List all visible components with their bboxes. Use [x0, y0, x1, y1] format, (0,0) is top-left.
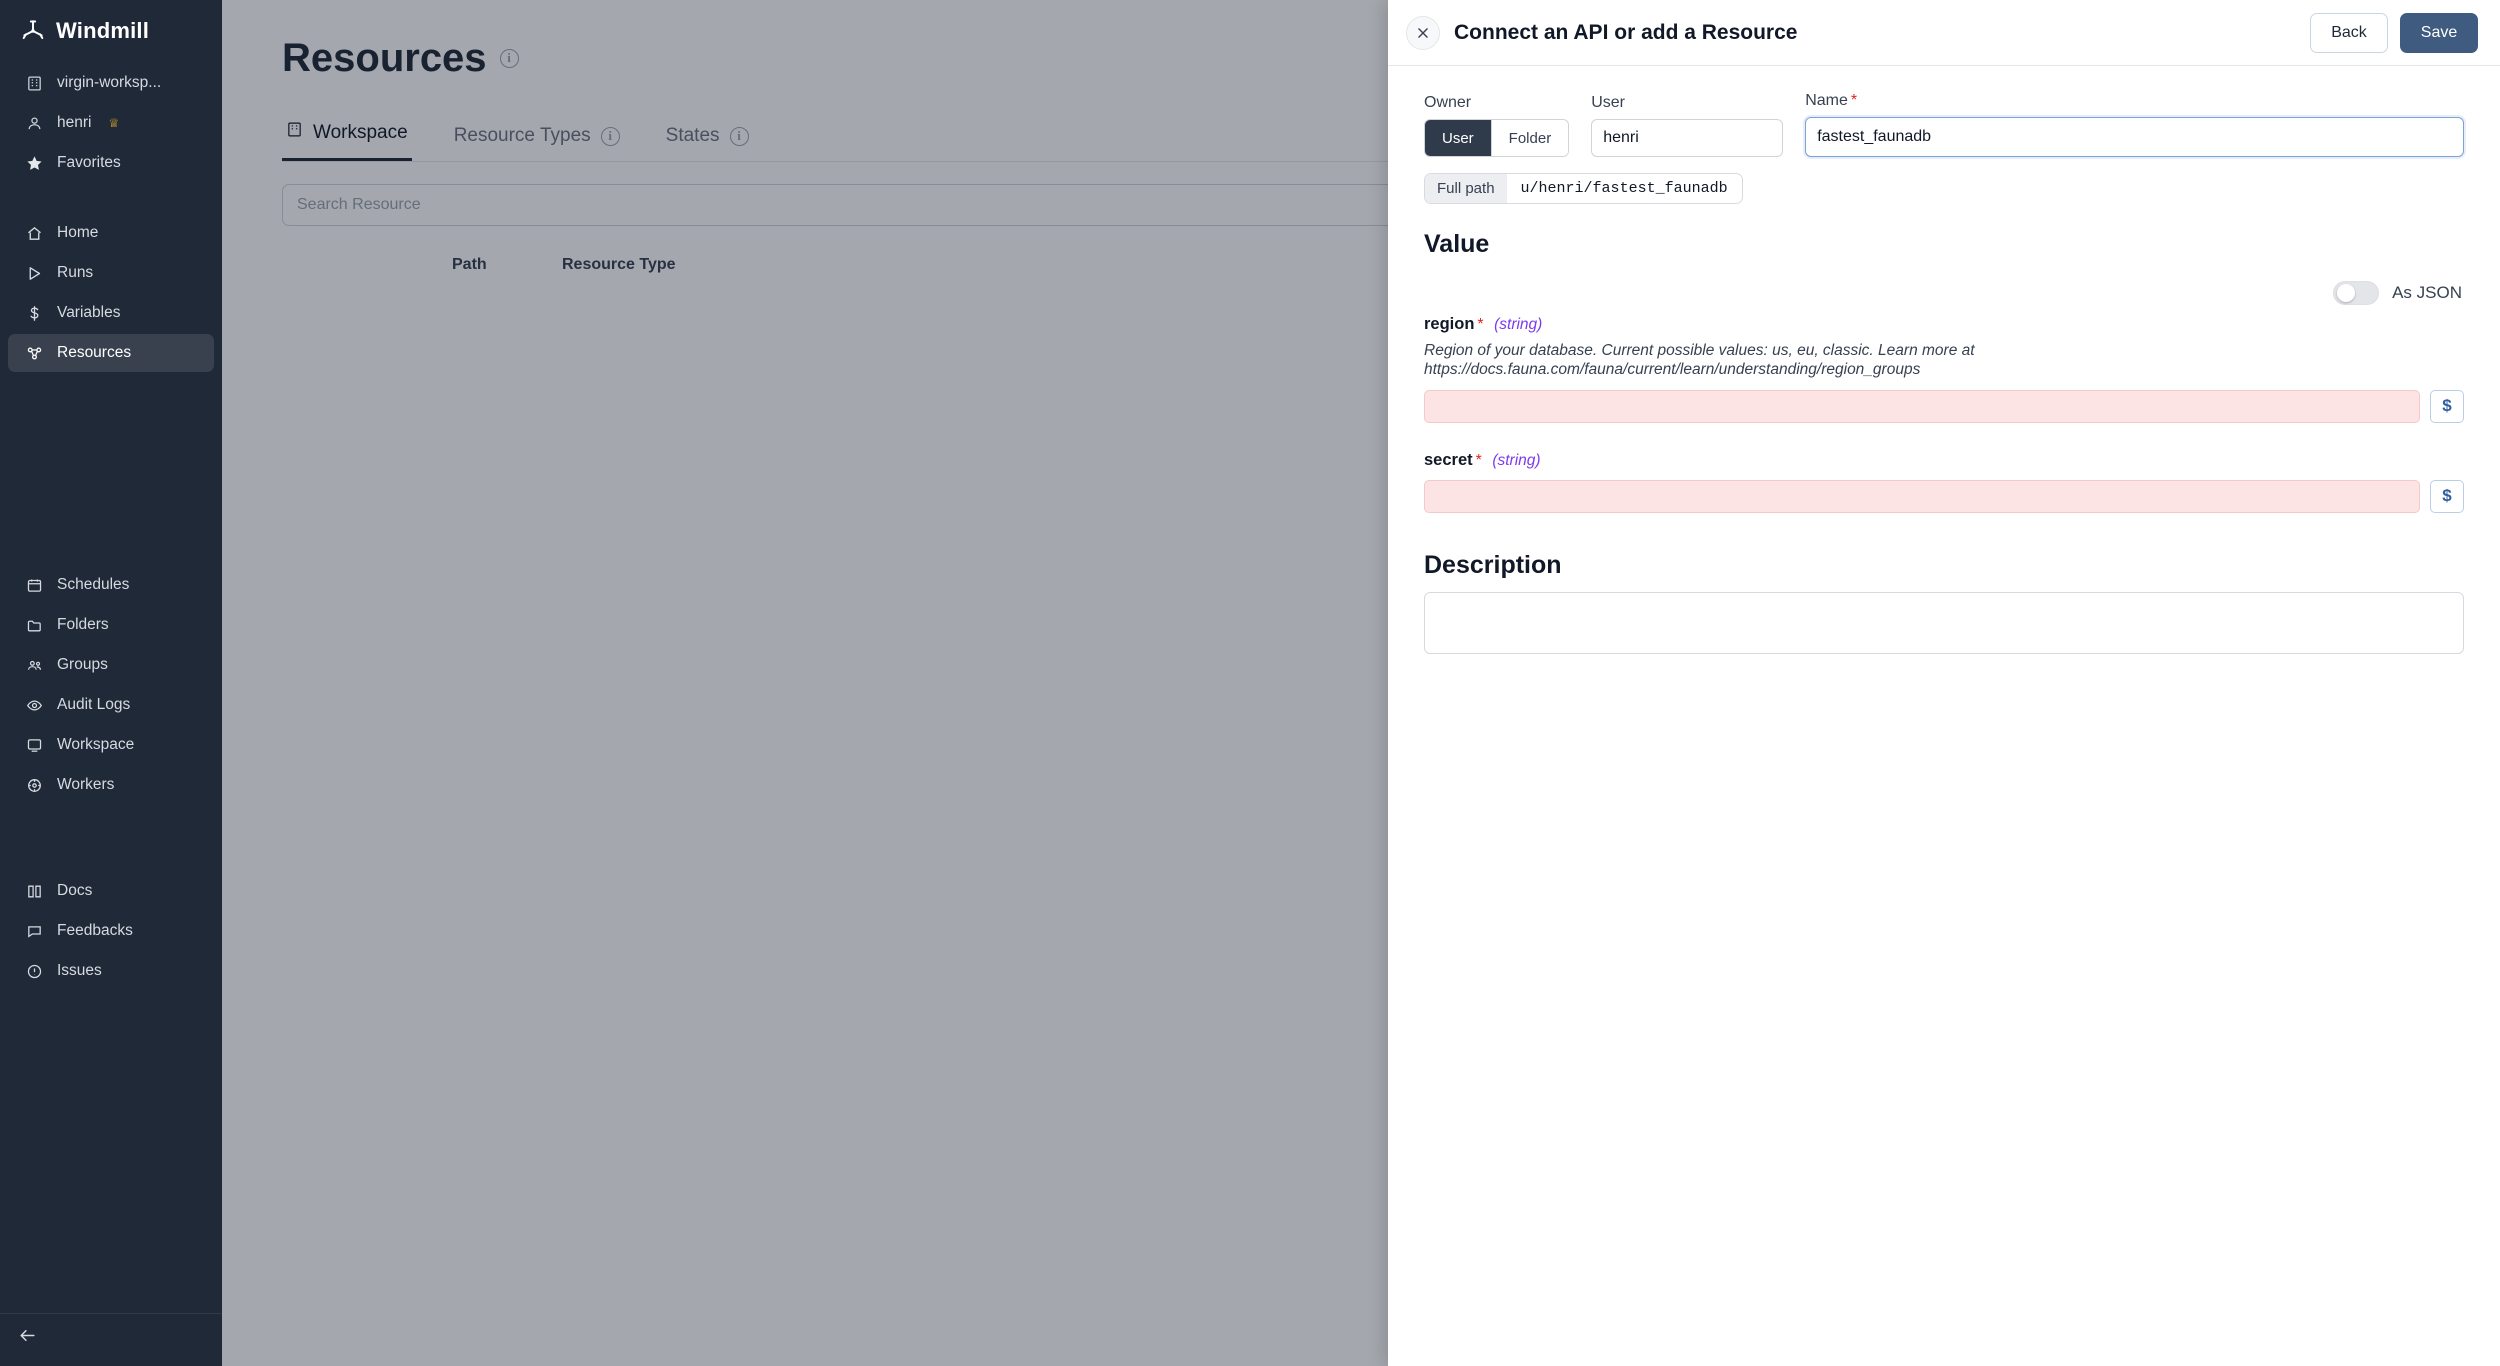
sidebar-flex-gap [0, 998, 222, 1313]
sidebar-item-label: Audit Logs [57, 696, 131, 713]
owner-label: Owner [1424, 94, 1472, 111]
sidebar-section-admin [0, 564, 222, 806]
sidebar-item-home[interactable] [8, 214, 214, 252]
sidebar-item-issues[interactable] [8, 952, 214, 990]
drawer-body [1388, 66, 2500, 1366]
name-field [1805, 92, 2464, 157]
user-label: User [1591, 94, 1625, 111]
sidebar-item-groups[interactable] [8, 646, 214, 684]
property-header [1424, 451, 2464, 470]
property-region [1424, 315, 2464, 423]
sidebar-item-docs[interactable] [8, 872, 214, 910]
column-header-resource-type: Resource Type [562, 256, 676, 273]
eye-icon [24, 695, 44, 715]
sidebar-item-label: Home [57, 224, 99, 241]
back-button[interactable]: Back [2310, 13, 2388, 53]
issues-icon [24, 961, 44, 981]
sidebar-item-runs[interactable] [8, 254, 214, 292]
drawer-title: Connect an API or add a Resource [1454, 20, 1798, 44]
info-icon[interactable]: i [730, 127, 749, 146]
sidebar-item-label: Issues [57, 962, 102, 979]
full-path-label: Full path [1425, 174, 1507, 203]
save-button[interactable]: Save [2400, 13, 2478, 53]
brand-name: Windmill [56, 18, 150, 43]
sidebar-item-label: Runs [57, 264, 94, 281]
owner-option-folder[interactable]: Folder [1491, 120, 1569, 156]
sidebar-item-label: Resources [57, 344, 132, 361]
folder-icon [24, 615, 44, 635]
property-secret [1424, 451, 2464, 513]
property-input-row [1424, 480, 2464, 513]
property-type: (string) [1492, 451, 1541, 469]
sidebar-item-schedules[interactable] [8, 566, 214, 604]
calendar-icon [24, 575, 44, 595]
sidebar-top-block [0, 60, 222, 190]
sidebar-item-variables[interactable] [8, 294, 214, 332]
play-icon [24, 263, 44, 283]
workspace-name: virgin-worksp... [57, 74, 162, 91]
sidebar-item-workers[interactable] [8, 766, 214, 804]
windmill-logo-icon [20, 18, 46, 44]
user-field [1591, 94, 1783, 157]
region-input[interactable] [1424, 390, 2420, 423]
sidebar-item-user[interactable] [8, 104, 214, 142]
tab-label: States [665, 125, 720, 146]
sidebar-item-workspace-selector[interactable] [8, 64, 214, 102]
sidebar-item-resources[interactable] [8, 334, 214, 372]
full-path-row [1424, 173, 2464, 204]
sidebar-item-workspace[interactable] [8, 726, 214, 764]
sidebar [0, 0, 222, 1366]
column-header-path: Path [452, 256, 487, 273]
owner-option-user[interactable]: User [1425, 120, 1491, 156]
property-header [1424, 315, 2464, 334]
toggle-knob [2337, 284, 2355, 302]
resources-icon [24, 343, 44, 363]
sidebar-item-label: Folders [57, 616, 109, 633]
crown-icon: ♕ [108, 116, 120, 130]
property-type: (string) [1494, 316, 1543, 333]
info-icon[interactable]: i [500, 49, 519, 68]
resource-drawer [1388, 0, 2500, 1366]
property-input-row [1424, 390, 2464, 423]
identity-fields [1424, 92, 2464, 157]
property-description: Region of your database. Current possible values: us, eu, classic. Learn more at https://docs.fauna.com/fauna/current/learn/understanding/region_groups [1424, 342, 1975, 379]
building-icon [24, 73, 44, 93]
as-json-row [1424, 281, 2464, 305]
info-icon[interactable]: i [601, 127, 620, 146]
property-name: secret [1424, 450, 1473, 469]
owner-field [1424, 94, 1569, 157]
sidebar-collapse-button[interactable] [0, 1313, 222, 1366]
sidebar-item-label: Workers [57, 776, 115, 793]
user-icon [24, 113, 44, 133]
required-marker: * [1477, 316, 1484, 333]
name-input[interactable] [1805, 117, 2464, 157]
sidebar-spacer [0, 374, 222, 564]
property-name: region [1424, 315, 1475, 333]
arrow-left-icon [18, 1326, 37, 1350]
page-title: Resources [282, 36, 487, 80]
home-icon [24, 223, 44, 243]
required-marker: * [1475, 451, 1482, 469]
variable-picker-button[interactable]: $ [2430, 390, 2464, 423]
sidebar-item-audit-logs[interactable] [8, 686, 214, 724]
sidebar-item-label: Docs [57, 882, 93, 899]
as-json-label: As JSON [2392, 283, 2462, 302]
tab-label: Resource Types [453, 125, 591, 146]
user-name: henri [57, 114, 92, 131]
workers-icon [24, 775, 44, 795]
sidebar-item-label: Workspace [57, 736, 135, 753]
required-marker: * [1850, 92, 1858, 109]
star-icon [24, 153, 44, 173]
tab-label: Workspace [313, 121, 408, 143]
groups-icon [24, 655, 44, 675]
value-section-title: Value [1424, 230, 1490, 258]
sidebar-section-main [0, 212, 222, 374]
main-content [222, 0, 2500, 1366]
workspace-icon [24, 735, 44, 755]
sidebar-item-favorites[interactable] [8, 144, 214, 182]
sidebar-spacer-2 [0, 806, 222, 870]
owner-segmented-control [1424, 119, 1569, 157]
sidebar-item-label: Favorites [57, 154, 121, 171]
book-icon [24, 881, 44, 901]
message-icon [24, 921, 44, 941]
variable-picker-button[interactable]: $ [2430, 480, 2464, 513]
secret-input[interactable] [1424, 480, 2420, 513]
sidebar-section-help [0, 870, 222, 998]
sidebar-item-folders[interactable] [8, 606, 214, 644]
as-json-toggle[interactable] [2333, 281, 2379, 305]
name-label: Name * [1805, 92, 1858, 109]
sidebar-item-label: Variables [57, 304, 121, 321]
drawer-actions [2310, 13, 2478, 53]
close-icon[interactable] [1406, 16, 1440, 50]
user-input[interactable] [1591, 119, 1783, 157]
sidebar-item-feedbacks[interactable] [8, 912, 214, 950]
full-path [1424, 173, 1743, 204]
sidebar-item-label: Groups [57, 656, 108, 673]
property-gap [1424, 423, 2464, 441]
drawer-header [1388, 0, 2500, 66]
description-section-title: Description [1424, 550, 1562, 579]
sidebar-item-label: Schedules [57, 576, 130, 593]
description-textarea[interactable] [1424, 592, 2464, 654]
brand[interactable] [0, 0, 222, 60]
full-path-value: u/henri/fastest_faunadb [1520, 180, 1728, 197]
sidebar-item-label: Feedbacks [57, 922, 133, 939]
sidebar-divider [0, 190, 222, 212]
dollar-icon [24, 303, 44, 323]
